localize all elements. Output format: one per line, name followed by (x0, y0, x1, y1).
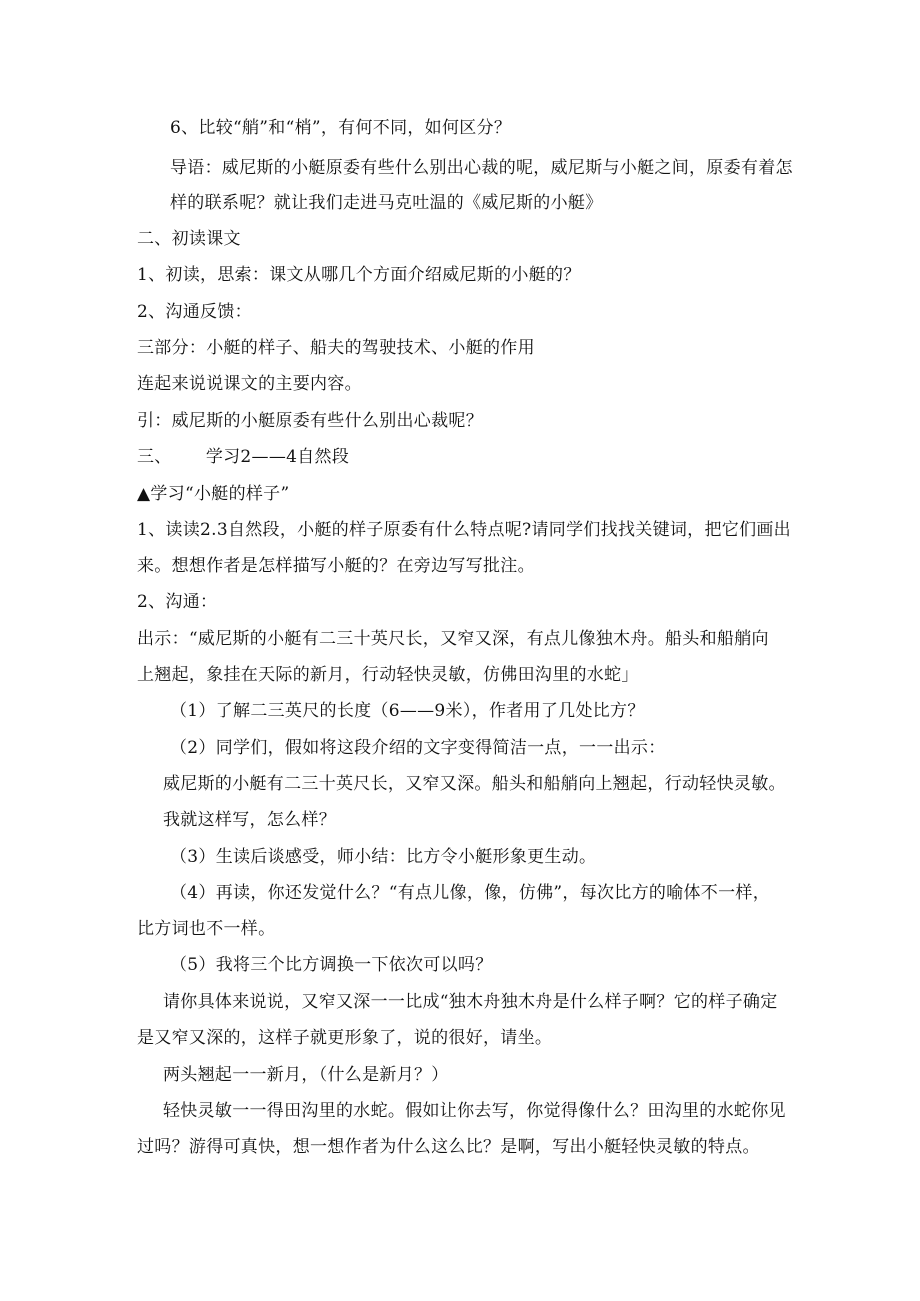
text-line: （3）生读后谈感受，师小结：比方令小艇形象更生动。 (170, 847, 597, 867)
text-line: （4）再读，你还发觉什么？“有点儿像，像，仿佛”，每次比方的喻体不一样， (170, 883, 770, 903)
section-heading: 三、 学习2——4自然段 (137, 447, 350, 467)
subsection-heading: ▲学习“小艇的样子” (137, 484, 290, 504)
text-line: 2、沟通反馈： (137, 302, 252, 322)
text-line: 连起来说说课文的主要内容。 (137, 374, 362, 394)
text-line: 2、沟通： (137, 592, 218, 612)
text-line: 1、初读，思索：课文从哪几个方面介绍威尼斯的小艇的？ (137, 265, 581, 285)
text-line: 出示：“威尼斯的小艇有二三十英尺长，又窄又深，有点儿像独木舟。船头和船艄向 (137, 629, 769, 649)
text-line: 导语：威尼斯的小艇原委有些什么别出心裁的呢，威尼斯与小艇之间，原委有着怎 (170, 158, 793, 178)
text-line: 1、读读2.3自然段，小艇的样子原委有什么特点呢?请同学们找找关键词，把它们画出 (137, 520, 791, 540)
text-line: 过吗？游得可真快，想一想作者为什么这么比？是啊，写出小艇轻快灵敏的特点。 (137, 1137, 760, 1157)
text-line: 样的联系呢？就让我们走进马克吐温的《威尼斯的小艇》 (170, 193, 603, 213)
text-line: 比方词也不一样。 (137, 919, 276, 939)
text-line: 请你具体来说说，又窄又深一一比成“独木舟独木舟是什么样子啊？它的样子确定 (163, 992, 778, 1012)
text-line: （1）了解二三英尺的长度（6——9米），作者用了几处比方？ (170, 701, 645, 721)
text-line: 引：威尼斯的小艇原委有些什么别出心裁呢？ (137, 411, 483, 431)
text-line: 威尼斯的小艇有二三十英尺长，又窄又深。船头和船艄向上翘起，行动轻快灵敏。 (163, 774, 786, 794)
text-line: （2）同学们，假如将这段介绍的文字变得简洁一点，一一出示： (170, 738, 666, 758)
text-line: 两头翘起一一新月，（什么是新月？） (163, 1065, 449, 1085)
section-heading: 二、初读课文 (137, 229, 241, 249)
text-line: 是又窄又深的，这样子就更形象了，说的很好，请坐。 (137, 1028, 553, 1048)
text-line: （5）我将三个比方调换一下依次可以吗？ (170, 955, 493, 975)
text-line: 来。想想作者是怎样描写小艇的？在旁边写写批注。 (137, 556, 535, 576)
text-line: 轻快灵敏一一得田沟里的水蛇。假如让你去写，你觉得像什么？田沟里的水蛇你见 (163, 1101, 786, 1121)
text-line: 上翘起，象挂在天际的新月，行动轻快灵敏，仿佛田沟里的水蛇」 (137, 665, 639, 685)
text-line: 6、比较“艄”和“梢”，有何不同，如何区分？ (170, 118, 512, 138)
text-line: 三部分：小艇的样子、船夫的驾驶技术、小艇的作用 (137, 338, 535, 358)
text-line: 我就这样写，怎么样？ (163, 810, 336, 830)
